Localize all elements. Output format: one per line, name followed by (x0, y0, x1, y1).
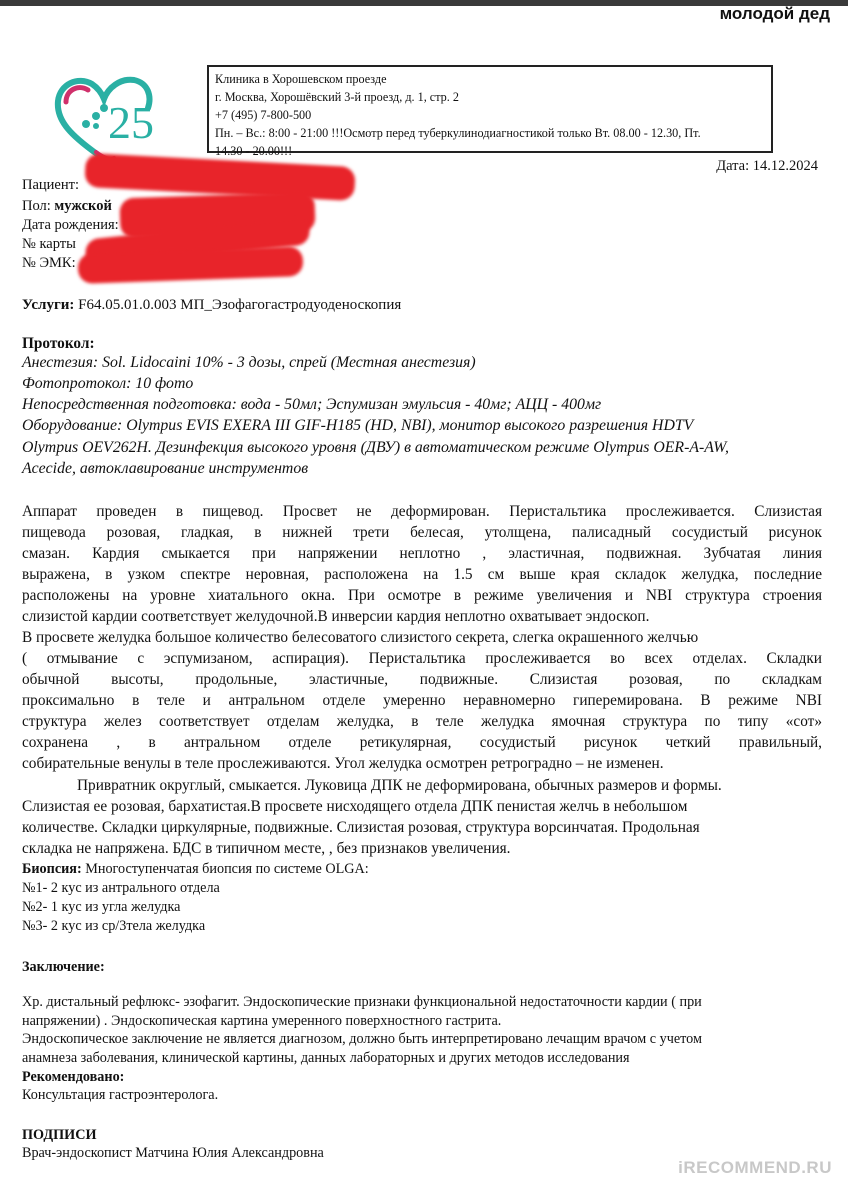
services-label: Услуги: (22, 297, 75, 313)
biopsy-item: №3- 2 кус из ср/3тела желудка (22, 918, 206, 934)
body-line: выражена, в узком спектре неровная, расположена на 1.5 см выше края складок желудка, последние (22, 566, 822, 583)
heart-logo-icon (52, 66, 182, 166)
username-label: молодой дед (719, 4, 830, 23)
protocol-line: Acecide, автоклавирование инструментов (22, 460, 309, 477)
protocol-line: Фотопротокол: 10 фото (22, 375, 194, 392)
conclusion-line: напряжении) . Эндоскопическая картина умеренного поверхностного гастрита. (22, 1013, 502, 1029)
body-line: В просвете желудка большое количество белесоватого слизистого секрета, слегка окрашенного желчью (22, 629, 699, 646)
logo-number: 25 (108, 97, 154, 148)
document-date: Дата: 14.12.2024 (716, 158, 818, 174)
protocol-line: Анестезия: Sol. Lidocaini 10% - 3 дозы, спрей (Местная анестезия) (22, 354, 476, 371)
recommended-value: Консультация гастроэнтеролога. (22, 1087, 219, 1103)
services-value: F64.05.01.0.003 МП_Эзофагогастродуоденоскопия (78, 297, 402, 313)
recommended-heading: Рекомендовано: (22, 1069, 125, 1085)
body-line: Аппарат проведен в пищевод. Просвет не деформирован. Перистальтика прослеживается. Слизистая (22, 503, 822, 520)
biopsy-label: Биопсия: (22, 861, 82, 877)
clinic-info-box (207, 65, 773, 158)
clinic-hours-2: 14.30 - 20.00!!! (215, 144, 293, 158)
body-line: слизистой кардии соответствует желудочной.В инверсии кардия неплотно охватывает эндоскоп. (22, 608, 650, 625)
biopsy-value: Многоступенчатая биопсия по системе OLGA: (85, 861, 369, 877)
conclusion-line: Эндоскопическое заключение не является диагнозом, должно быть интерпретировано лечащим врачом с учетом (22, 1031, 702, 1047)
clinic-phone: +7 (495) 7-800-500 (215, 108, 312, 122)
services-row (22, 297, 401, 314)
redaction-mark (78, 246, 304, 284)
clinic-hours-1: Пн. – Вс.: 8:00 - 21:00 !!!Осмотр перед туберкулинодиагностикой только Вт. 08.00 - 12.30, Пт. (215, 126, 701, 140)
watermark (678, 1158, 832, 1178)
conclusion-line: анамнеза заболевания, клинической картины, данных лабораторных и других методов исследования (22, 1050, 630, 1066)
biopsy-row (22, 860, 822, 878)
doctor-signature: Врач-эндоскопист Матчина Юлия Александровна (22, 1145, 324, 1161)
conclusion-heading: Заключение: (22, 959, 105, 975)
protocol-line: Непосредственная подготовка: вода - 50мл; Эспумизан эмульсия - 40мг; АЦЦ - 400мг (22, 396, 602, 413)
sex-row (22, 198, 112, 215)
sex-label: Пол: (22, 198, 51, 214)
body-line: Слизистая ее розовая, бархатистая.В просвете нисходящего отдела ДПК пенистая желчь в небольшом (22, 798, 688, 815)
emk-label: № ЭМК: (22, 255, 76, 271)
body-line: Привратник округлый, смыкается. Луковица ДПК не деформирована, обычных размеров и формы. (77, 777, 722, 794)
body-line: проксимально в теле и антральном отделе умеренно неравномерно гиперемирована. В режиме NBI (22, 692, 822, 709)
body-line: сохранена , в антральном отделе ретикулярная, сосудистый рисунок четкий правильный, (22, 734, 822, 751)
clinic-name: Клиника в Хорошевском проезде (215, 72, 387, 86)
body-line: складка не напряжена. БДС в типичном месте, , без признаков увеличения. (22, 840, 511, 857)
body-line: смазан. Кардия смыкается при напряжении неплотно , эластичная, подвижная. Зубчатая линия (22, 545, 822, 562)
protocol-line: Оборудование: Olympus EVIS EXERA III GIF-H185 (HD, NBI), монитор высокого разрешения HDTV (22, 417, 694, 434)
redaction-mark (84, 153, 355, 201)
body-line: расположены на уровне хиатального окна. При осмотре в режиме увеличения и NBI структура строения (22, 587, 822, 604)
protocol-line: Olympus OEV262H. Дезинфекция высокого уровня (ДВУ) в автоматическом режиме Olympus OER-A-AW, (22, 439, 729, 456)
birth-label: Дата рождения: (22, 217, 119, 233)
protocol-heading: Протокол: (22, 335, 95, 352)
biopsy-item: №1- 2 кус из антрального отдела (22, 880, 220, 896)
body-line: структура желез соответствует отделам желудка, в теле желудка ямочная структура по типу «сот» (22, 713, 822, 730)
patient-label: Пациент: (22, 177, 79, 193)
watermark-text: iRECOMMEND.RU (678, 1158, 832, 1177)
card-label: № карты (22, 236, 76, 252)
body-line: ( отмывание с эспумизаном, аспирация). Перистальтика прослеживается во всех отделах. Складки (22, 650, 822, 667)
conclusion-line: Хр. дистальный рефлюкс- эзофагит. Эндоскопические признаки функциональной недостаточности кардии ( при (22, 994, 702, 1010)
signatures-heading: ПОДПИСИ (22, 1127, 97, 1143)
body-line: пищевода розовая, гладкая, в нижней трети белесая, утолщена, палисадный сосудистый рисунок (22, 524, 822, 541)
sex-value: мужской (54, 198, 112, 214)
body-line: собирательные венулы в теле прослеживаются. Угол желудка осмотрен ретроградно – не изменен. (22, 755, 664, 772)
biopsy-item: №2- 1 кус из угла желудка (22, 899, 181, 915)
body-line: количестве. Складки циркулярные, подвижные. Слизистая розовая, структура ворсинчатая. Продольная (22, 819, 700, 836)
clinic-logo (52, 66, 182, 166)
body-line: обычной высоты, продольные, эластичные, подвижные. Слизистая розовая, по складкам (22, 671, 822, 688)
clinic-address: г. Москва, Хорошёвский 3-й проезд, д. 1, стр. 2 (215, 90, 459, 104)
